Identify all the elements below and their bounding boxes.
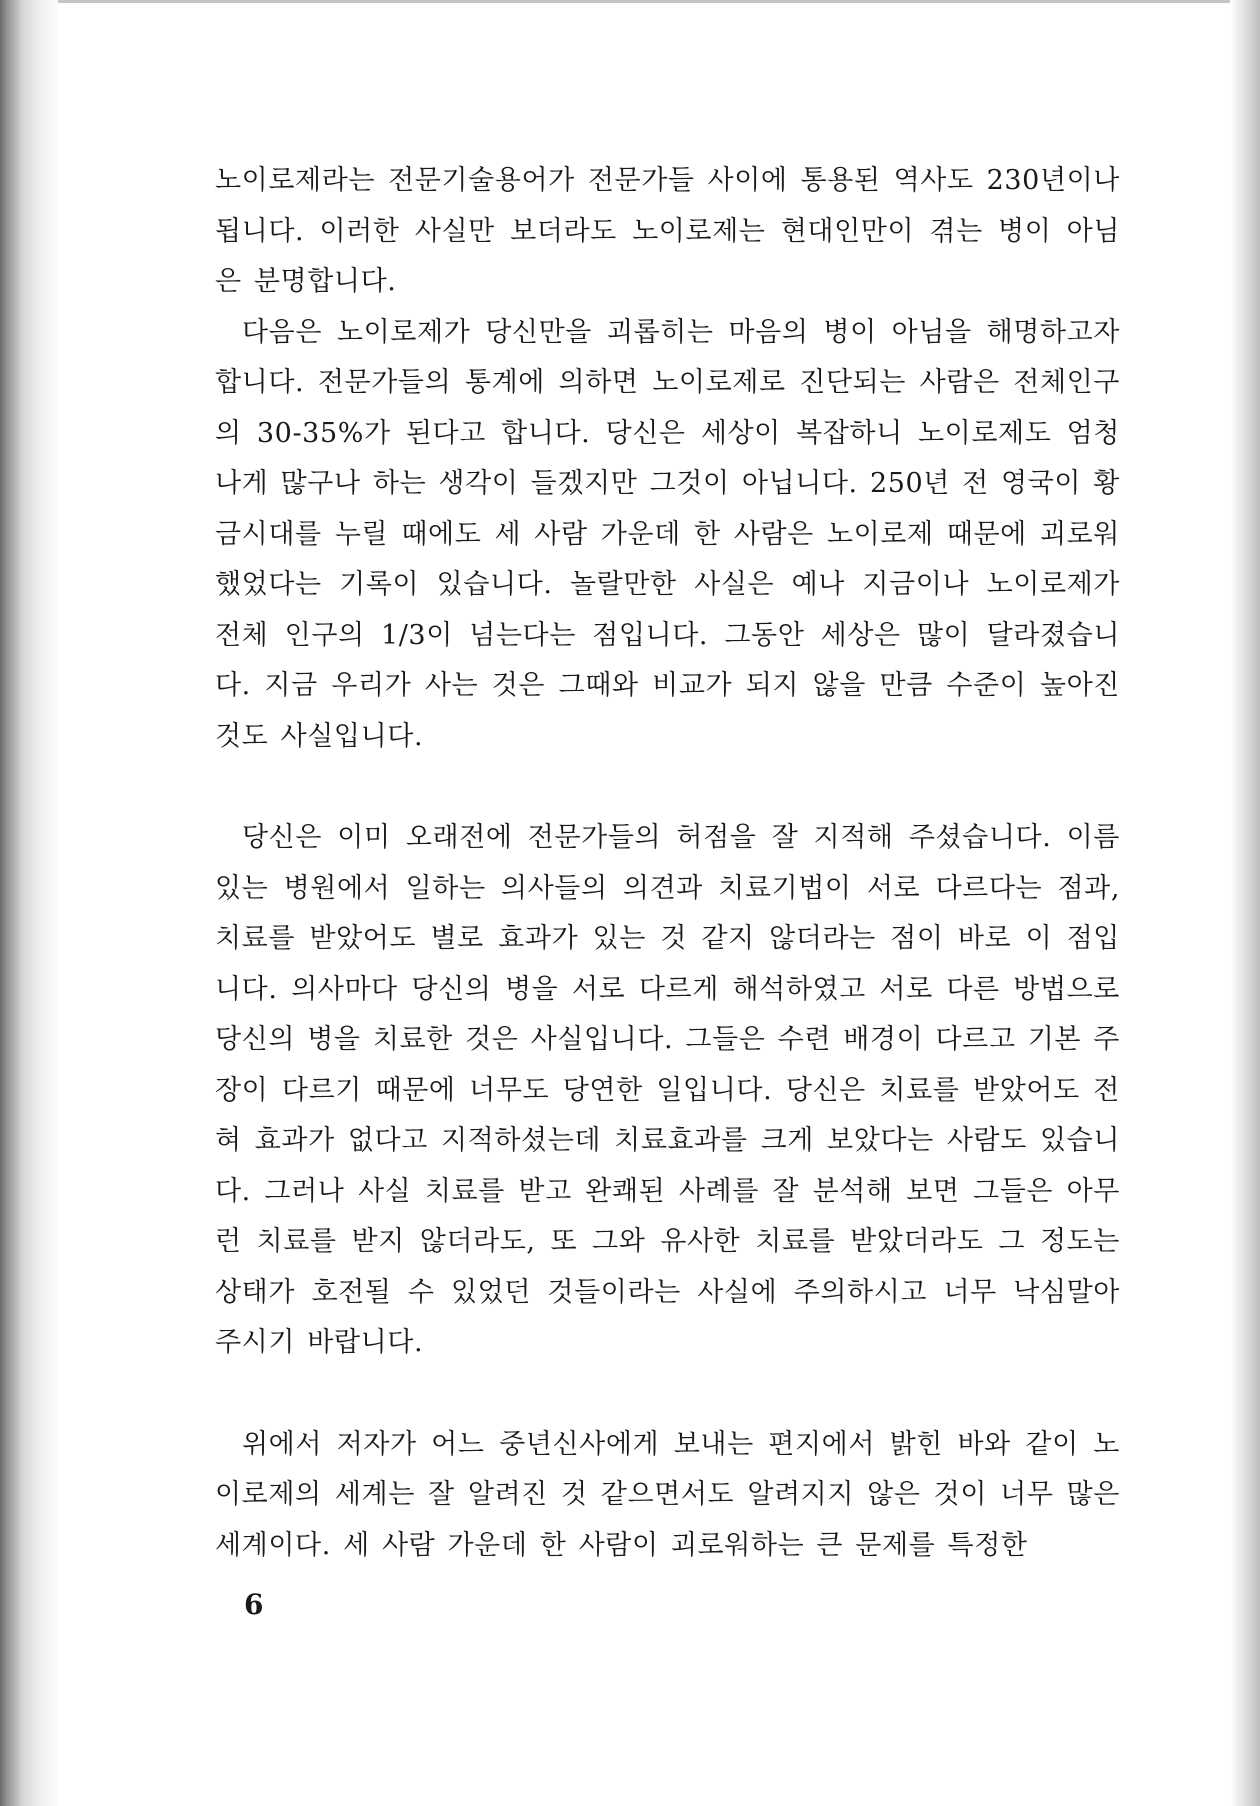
paragraph-4: 위에서 저자가 어느 중년신사에게 보내는 편지에서 밝힌 바와 같이 노이로제의 세계는 잘 알려진 것 같으면서도 알려지지 않은 것이 너무 많은 세계이다. 세 사람 가운데 한 사람이 괴로워하는 큰 문제를 특정한 bbox=[215, 1428, 1120, 1561]
scan-right-shadow bbox=[1230, 0, 1260, 1806]
paragraph-3: 당신은 이미 오래전에 전문가들의 허점을 잘 지적해 주셨습니다. 이름 있는 병원에서 일하는 의사들의 의견과 치료기법이 서로 다르다는 점과, 치료를 받았어도 별로 효과가 있는 것 같지 않더라는 점이 바로 이 점입니다. 의사마다 당신의 병을 서로 다르게 해석하였고 서로 다른 방법으로 당신의 병을 치료한 것은 사실입니다. 그들은 수련 배경이 다르고 기본 주장이 다르기 때문에 너무도 당연한 일입니다. 당신은 치료를 받았어도 전혀 효과가 없다고 지적하셨는데 치료효과를 크게 보았다는 사람도 있습니다. 그러나 사실 치료를 받고 완쾌된 사례를 잘 분석해 보면 그들은 아무런 치료를 받지 않더라도, 또 그와 유사한 치료를 받았더라도 그 정도는 상태가 호전될 수 있었던 것들이라는 사실에 주의하시고 너무 낙심말아 주시기 바랍니다. bbox=[215, 822, 1120, 1358]
scan-top-edge bbox=[58, 0, 1238, 3]
page-number: 6 bbox=[244, 1588, 264, 1621]
paragraph-1: 노이로제라는 전문기술용어가 전문가들 사이에 통용된 역사도 230년이나 됩니다. 이러한 사실만 보더라도 노이로제는 현대인만이 겪는 병이 아님은 분명합니다. bbox=[215, 165, 1120, 297]
paragraph-2: 다음은 노이로제가 당신만을 괴롭히는 마음의 병이 아님을 해명하고자 합니다. 전문가들의 통계에 의하면 노이로제로 진단되는 사람은 전체인구의 30-35%가 된다고 합니다. 당신은 세상이 복잡하니 노이로제도 엄청나게 많구나 하는 생각이 들겠지만 그것이 아닙니다. 250년 전 영국이 황금시대를 누릴 때에도 세 사람 가운데 한 사람은 노이로제 때문에 괴로워했었다는 기록이 있습니다. 놀랄만한 사실은 예나 지금이나 노이로제가 전체 인구의 1/3이 넘는다는 점입니다. 그동안 세상은 많이 달라졌습니다. 지금 우리가 사는 것은 그때와 비교가 되지 않을 만큼 수준이 높아진 것도 사실입니다. bbox=[215, 316, 1120, 752]
page-body bbox=[215, 156, 1120, 1571]
scan-left-shadow bbox=[0, 0, 58, 1806]
